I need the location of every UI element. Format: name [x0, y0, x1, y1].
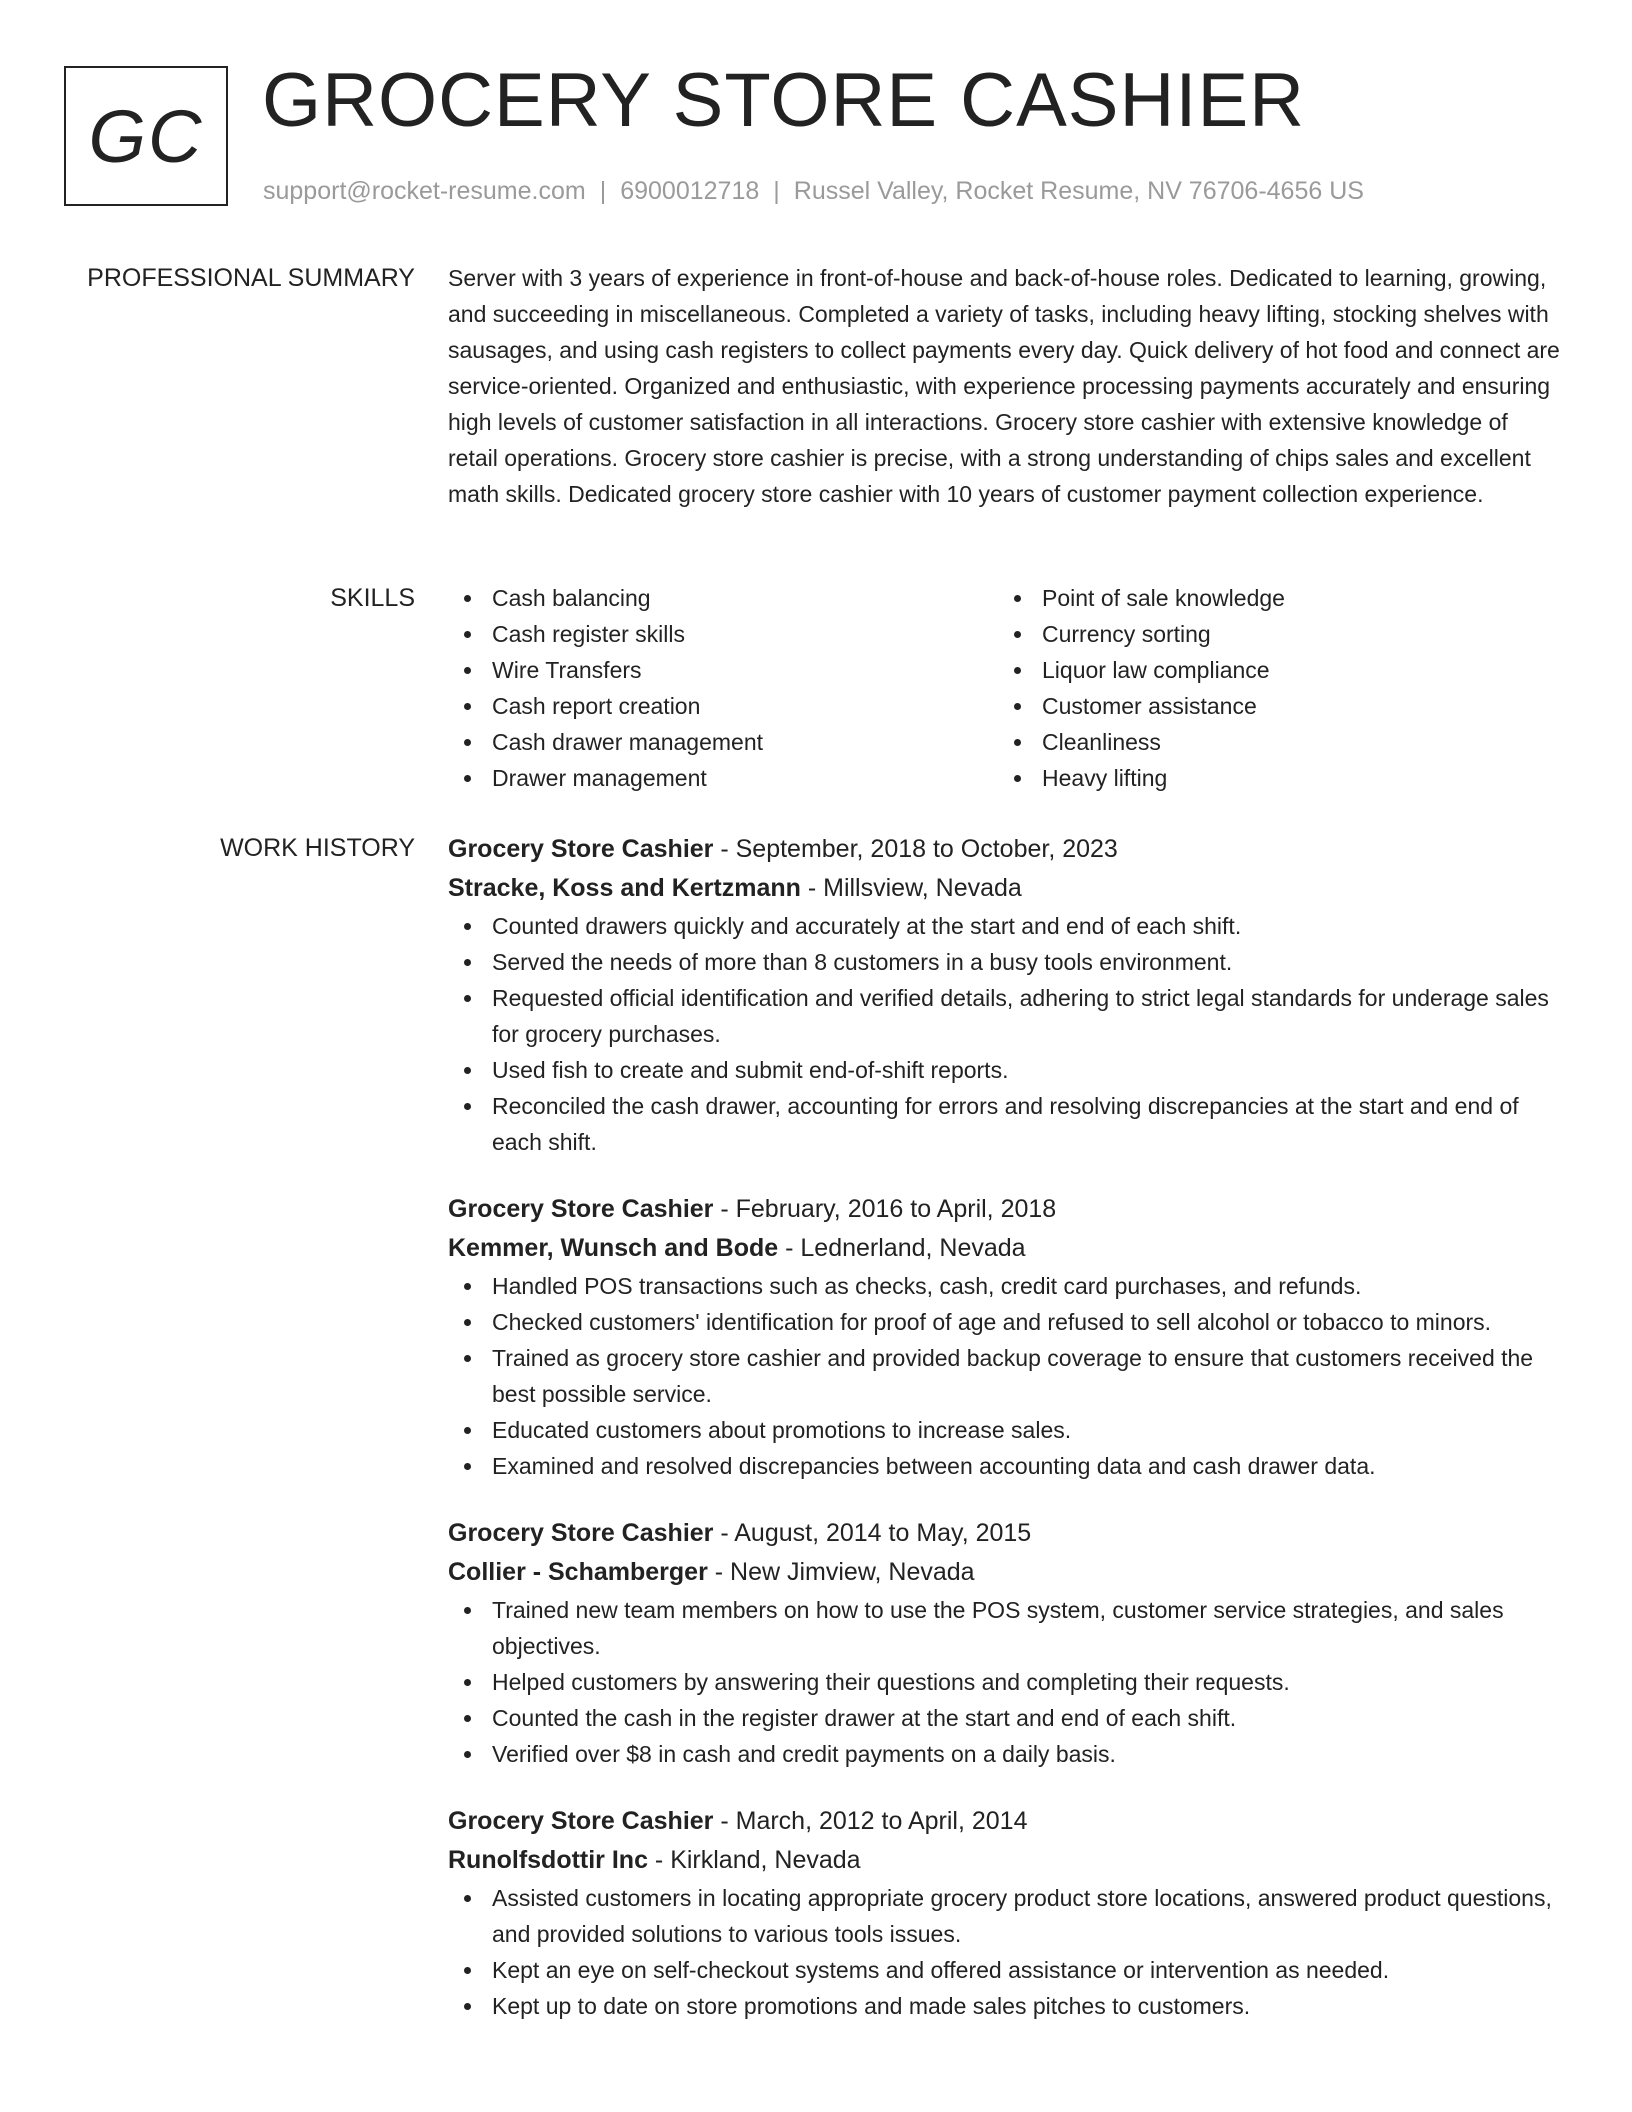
- job-role: Grocery Store Cashier: [448, 1807, 714, 1835]
- skill-item: Cleanliness: [998, 724, 1548, 760]
- job-role: Grocery Store Cashier: [448, 835, 714, 863]
- skill-item: Cash register skills: [448, 616, 998, 652]
- job-bullet: Verified over $8 in cash and credit payments on a daily basis.: [448, 1736, 1560, 1772]
- job-company-line: Kemmer, Wunsch and Bode - Lednerland, Nevada: [448, 1234, 1026, 1262]
- skill-item: Currency sorting: [998, 616, 1548, 652]
- skill-item: Cash drawer management: [448, 724, 998, 760]
- skills-list-right: [998, 580, 1548, 796]
- job-location: Lednerland, Nevada: [800, 1234, 1026, 1262]
- job-entry: [448, 830, 1560, 1160]
- job-bullets: [448, 1268, 1560, 1484]
- skill-item: Cash report creation: [448, 688, 998, 724]
- job-dates: August, 2014 to May, 2015: [734, 1519, 1032, 1547]
- job-bullet: Examined and resolved discrepancies between accounting data and cash drawer data.: [448, 1448, 1560, 1484]
- job-role: Grocery Store Cashier: [448, 1519, 714, 1547]
- contact-line: [263, 174, 1364, 208]
- summary-heading: PROFESSIONAL SUMMARY: [87, 264, 415, 292]
- skills-list-left: [448, 580, 998, 796]
- skills-heading: SKILLS: [330, 584, 415, 612]
- skill-item: Customer assistance: [998, 688, 1548, 724]
- contact-separator: |: [773, 177, 780, 205]
- job-bullet: Helped customers by answering their questions and completing their requests.: [448, 1664, 1560, 1700]
- work-history-heading: WORK HISTORY: [220, 834, 415, 862]
- job-bullet: Trained as grocery store cashier and provided backup coverage to ensure that customers received the best possible service.: [448, 1340, 1560, 1412]
- resume-title: GROCERY STORE CASHIER: [262, 58, 1306, 143]
- contact-separator: |: [599, 177, 607, 205]
- job-bullet: Served the needs of more than 8 customers in a busy tools environment.: [448, 944, 1560, 980]
- job-bullet: Checked customers' identification for proof of age and refused to sell alcohol or tobacco to minors.: [448, 1304, 1560, 1340]
- job-bullet: Requested official identification and verified details, adhering to strict legal standards for underage sales for grocery purchases.: [448, 980, 1560, 1052]
- job-bullet: Counted the cash in the register drawer at the start and end of each shift.: [448, 1700, 1560, 1736]
- skills-body: [448, 580, 1560, 796]
- job-company-line: Stracke, Koss and Kertzmann - Millsview, Nevada: [448, 874, 1022, 902]
- job-company: Kemmer, Wunsch and Bode: [448, 1234, 779, 1262]
- skill-item: Drawer management: [448, 760, 998, 796]
- job-bullet: Kept an eye on self-checkout systems and offered assistance or intervention as needed.: [448, 1952, 1560, 1988]
- job-title-line: Grocery Store Cashier - March, 2012 to April, 2014: [448, 1807, 1028, 1835]
- job-title-line: Grocery Store Cashier - February, 2016 to April, 2018: [448, 1195, 1057, 1223]
- job-location: Millsview, Nevada: [823, 874, 1022, 902]
- skill-item: Point of sale knowledge: [998, 580, 1548, 616]
- job-entry: [448, 1514, 1560, 1772]
- job-dates: February, 2016 to April, 2018: [735, 1195, 1057, 1223]
- job-company: Collier - Schamberger: [448, 1558, 708, 1586]
- job-bullet: Used fish to create and submit end-of-shift reports.: [448, 1052, 1560, 1088]
- job-bullets: [448, 908, 1560, 1160]
- contact-address: Russel Valley, Rocket Resume, NV 76706-4656 US: [793, 177, 1364, 205]
- job-location: New Jimview, Nevada: [730, 1558, 975, 1586]
- job-bullet: Educated customers about promotions to increase sales.: [448, 1412, 1560, 1448]
- job-company-line: Collier - Schamberger - New Jimview, Nevada: [448, 1558, 975, 1586]
- skill-item: Liquor law compliance: [998, 652, 1548, 688]
- job-bullet: Trained new team members on how to use the POS system, customer service strategies, and sales objectives.: [448, 1592, 1560, 1664]
- skill-item: Heavy lifting: [998, 760, 1548, 796]
- job-title-line: Grocery Store Cashier - September, 2018 to October, 2023: [448, 835, 1118, 863]
- skill-item: Cash balancing: [448, 580, 998, 616]
- work-history-body: [448, 830, 1560, 2054]
- job-bullet: Handled POS transactions such as checks, cash, credit card purchases, and refunds.: [448, 1268, 1560, 1304]
- job-bullet: Kept up to date on store promotions and made sales pitches to customers.: [448, 1988, 1560, 2024]
- job-bullets: [448, 1880, 1560, 2024]
- job-entry: [448, 1190, 1560, 1484]
- job-role: Grocery Store Cashier: [448, 1195, 714, 1223]
- job-dates: March, 2012 to April, 2014: [735, 1807, 1028, 1835]
- contact-email: support@rocket-resume.com: [263, 177, 586, 205]
- job-location: Kirkland, Nevada: [670, 1846, 861, 1874]
- job-bullet: Reconciled the cash drawer, accounting for errors and resolving discrepancies at the start and end of each shift.: [448, 1088, 1560, 1160]
- job-bullet: Assisted customers in locating appropriate grocery product store locations, answered product questions, and provided solutions to various tools issues.: [448, 1880, 1560, 1952]
- job-company-line: Runolfsdottir Inc - Kirkland, Nevada: [448, 1846, 861, 1874]
- summary-body: [448, 260, 1560, 512]
- job-entry: [448, 1802, 1560, 2024]
- job-title-line: Grocery Store Cashier - August, 2014 to May, 2015: [448, 1519, 1032, 1547]
- job-bullet: Counted drawers quickly and accurately at the start and end of each shift.: [448, 908, 1560, 944]
- monogram-initials: GC: [88, 94, 204, 178]
- job-company: Runolfsdottir Inc: [448, 1846, 648, 1874]
- job-company: Stracke, Koss and Kertzmann: [448, 874, 801, 902]
- job-dates: September, 2018 to October, 2023: [735, 835, 1118, 863]
- job-bullets: [448, 1592, 1560, 1772]
- monogram-logo: [64, 66, 228, 206]
- summary-text: Server with 3 years of experience in front-of-house and back-of-house roles. Dedicated to learning, growing, and succeeding in miscellaneous. Completed a variety of tasks, including heavy lifting, stocking shelves with sausages, and using cash registers to collect payments every day. Quick delivery of hot food and connect are service-oriented. Organized and enthusiastic, with experience processing payments accurately and ensuring high levels of customer satisfaction in all interactions. Grocery store cashier with extensive knowledge of retail operations. Grocery store cashier is precise, with a strong understanding of chips sales and excellent math skills. Dedicated grocery store cashier with 10 years of customer payment collection experience.: [448, 265, 1560, 507]
- contact-phone: 6900012718: [620, 177, 760, 205]
- skill-item: Wire Transfers: [448, 652, 998, 688]
